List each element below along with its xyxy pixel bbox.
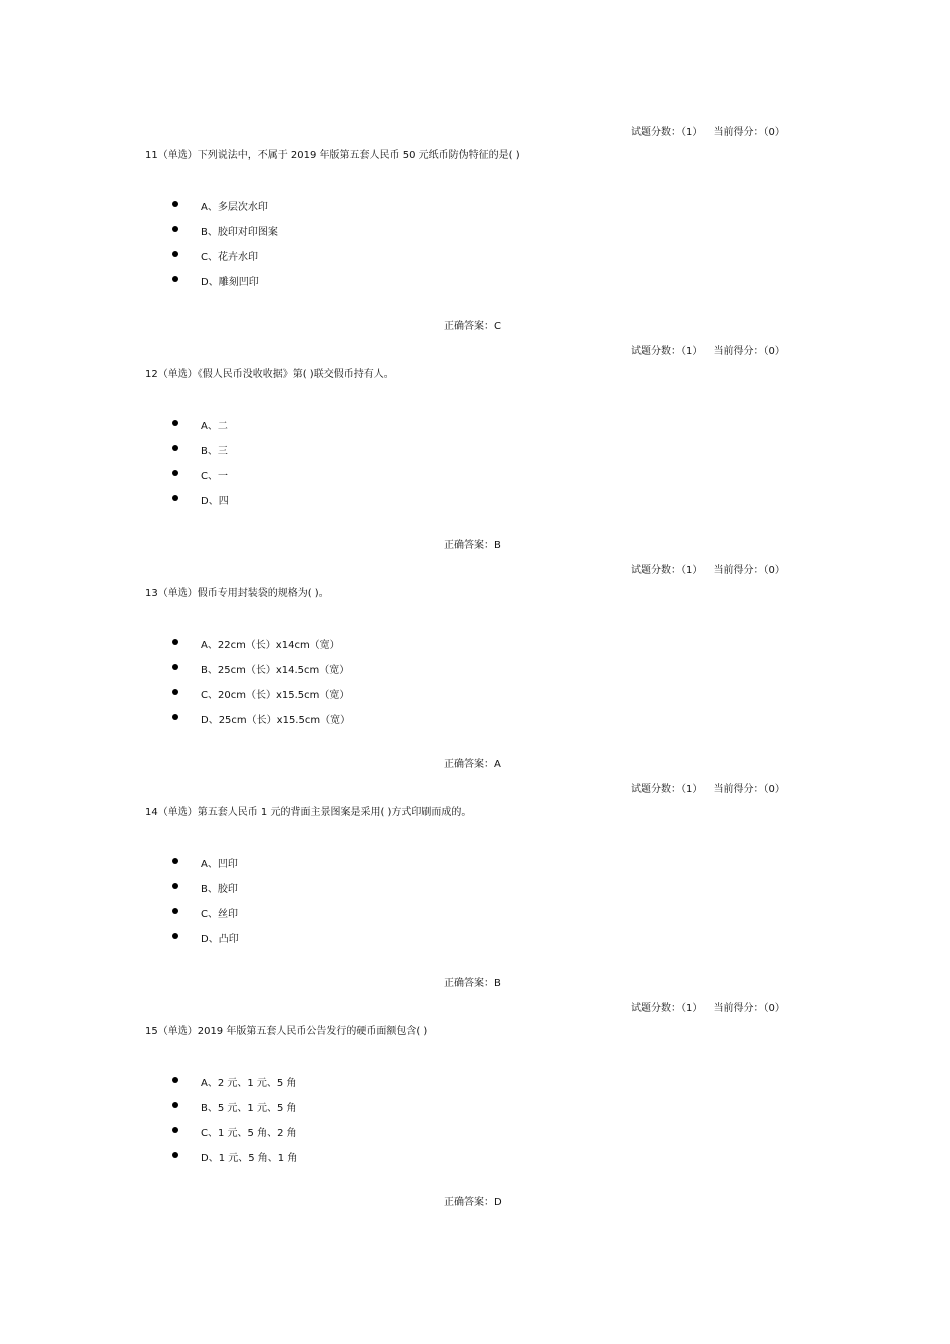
correct-answer: 正确答案：B bbox=[444, 978, 501, 989]
question-block bbox=[0, 564, 950, 783]
option-list bbox=[0, 345, 950, 564]
option-text: A、二 bbox=[201, 421, 228, 432]
current-score: 当前得分：（0） bbox=[713, 565, 785, 576]
question-block bbox=[0, 783, 950, 1002]
correct-answer: 正确答案：A bbox=[444, 759, 501, 770]
option-item bbox=[0, 1077, 950, 1097]
option-text: D、25cm（长）x15.5cm（宽） bbox=[201, 715, 351, 726]
question-score: 试题分数：（1） bbox=[631, 1003, 703, 1014]
option-list bbox=[0, 564, 950, 783]
option-text: C、一 bbox=[201, 471, 228, 482]
bullet-icon bbox=[172, 1102, 178, 1108]
question-score: 试题分数：（1） bbox=[631, 127, 703, 138]
option-item bbox=[0, 1127, 950, 1147]
bullet-icon bbox=[172, 495, 178, 501]
bullet-icon bbox=[172, 689, 178, 695]
bullet-icon bbox=[172, 714, 178, 720]
bullet-icon bbox=[172, 226, 178, 232]
option-item bbox=[0, 445, 950, 465]
correct-answer: 正确答案：C bbox=[444, 321, 501, 332]
bullet-icon bbox=[172, 1152, 178, 1158]
question-block bbox=[0, 1002, 950, 1221]
bullet-icon bbox=[172, 251, 178, 257]
bullet-icon bbox=[172, 470, 178, 476]
bullet-icon bbox=[172, 445, 178, 451]
bullet-icon bbox=[172, 664, 178, 670]
question-text: 11（单选）下列说法中，不属于 2019 年版第五套人民币 50 元纸币防伪特征的是( ) bbox=[145, 150, 520, 161]
option-item bbox=[0, 689, 950, 709]
option-item bbox=[0, 420, 950, 440]
option-text: B、三 bbox=[201, 446, 228, 457]
option-text: B、5 元、1 元、5 角 bbox=[201, 1103, 297, 1114]
option-text: B、胶印 bbox=[201, 884, 238, 895]
option-list bbox=[0, 126, 950, 345]
current-score: 当前得分：（0） bbox=[713, 784, 785, 795]
option-text: A、多层次水印 bbox=[201, 202, 268, 213]
option-text: D、凸印 bbox=[201, 934, 239, 945]
option-item bbox=[0, 1102, 950, 1122]
option-list bbox=[0, 783, 950, 1002]
option-text: A、2 元、1 元、5 角 bbox=[201, 1078, 297, 1089]
option-text: B、胶印对印图案 bbox=[201, 227, 278, 238]
option-item bbox=[0, 883, 950, 903]
question-score: 试题分数：（1） bbox=[631, 565, 703, 576]
bullet-icon bbox=[172, 639, 178, 645]
option-text: D、四 bbox=[201, 496, 229, 507]
correct-answer: 正确答案：D bbox=[444, 1197, 502, 1208]
question-text: 14（单选）第五套人民币 1 元的背面主景图案是采用( )方式印刷而成的。 bbox=[145, 807, 472, 818]
option-text: D、雕刻凹印 bbox=[201, 277, 259, 288]
option-item bbox=[0, 714, 950, 734]
question-score: 试题分数：（1） bbox=[631, 346, 703, 357]
option-item bbox=[0, 276, 950, 296]
current-score: 当前得分：（0） bbox=[713, 1003, 785, 1014]
option-item bbox=[0, 251, 950, 271]
question-score: 试题分数：（1） bbox=[631, 784, 703, 795]
option-text: C、20cm（长）x15.5cm（宽） bbox=[201, 690, 350, 701]
bullet-icon bbox=[172, 1127, 178, 1133]
option-text: C、花卉水印 bbox=[201, 252, 258, 263]
option-item bbox=[0, 1152, 950, 1172]
option-item bbox=[0, 226, 950, 246]
option-item bbox=[0, 470, 950, 490]
option-list bbox=[0, 1002, 950, 1221]
bullet-icon bbox=[172, 883, 178, 889]
current-score: 当前得分：（0） bbox=[713, 127, 785, 138]
option-text: A、22cm（长）x14cm（宽） bbox=[201, 640, 340, 651]
option-text: C、1 元、5 角、2 角 bbox=[201, 1128, 297, 1139]
question-block bbox=[0, 345, 950, 564]
bullet-icon bbox=[172, 858, 178, 864]
option-item bbox=[0, 933, 950, 953]
bullet-icon bbox=[172, 276, 178, 282]
question-block bbox=[0, 126, 950, 345]
bullet-icon bbox=[172, 908, 178, 914]
option-item bbox=[0, 908, 950, 928]
bullet-icon bbox=[172, 933, 178, 939]
option-item bbox=[0, 639, 950, 659]
bullet-icon bbox=[172, 420, 178, 426]
option-text: B、25cm（长）x14.5cm（宽） bbox=[201, 665, 350, 676]
option-item bbox=[0, 201, 950, 221]
option-item bbox=[0, 495, 950, 515]
current-score: 当前得分：（0） bbox=[713, 346, 785, 357]
question-text: 12（单选）《假人民币没收收据》第( )联交假币持有人。 bbox=[145, 369, 394, 380]
option-item bbox=[0, 858, 950, 878]
option-text: D、1 元、5 角、1 角 bbox=[201, 1153, 298, 1164]
correct-answer: 正确答案：B bbox=[444, 540, 501, 551]
option-item bbox=[0, 664, 950, 684]
option-text: A、凹印 bbox=[201, 859, 238, 870]
bullet-icon bbox=[172, 1077, 178, 1083]
bullet-icon bbox=[172, 201, 178, 207]
option-text: C、丝印 bbox=[201, 909, 238, 920]
question-text: 15（单选）2019 年版第五套人民币公告发行的硬币面额包含( ) bbox=[145, 1026, 428, 1037]
question-text: 13（单选）假币专用封装袋的规格为( )。 bbox=[145, 588, 329, 599]
